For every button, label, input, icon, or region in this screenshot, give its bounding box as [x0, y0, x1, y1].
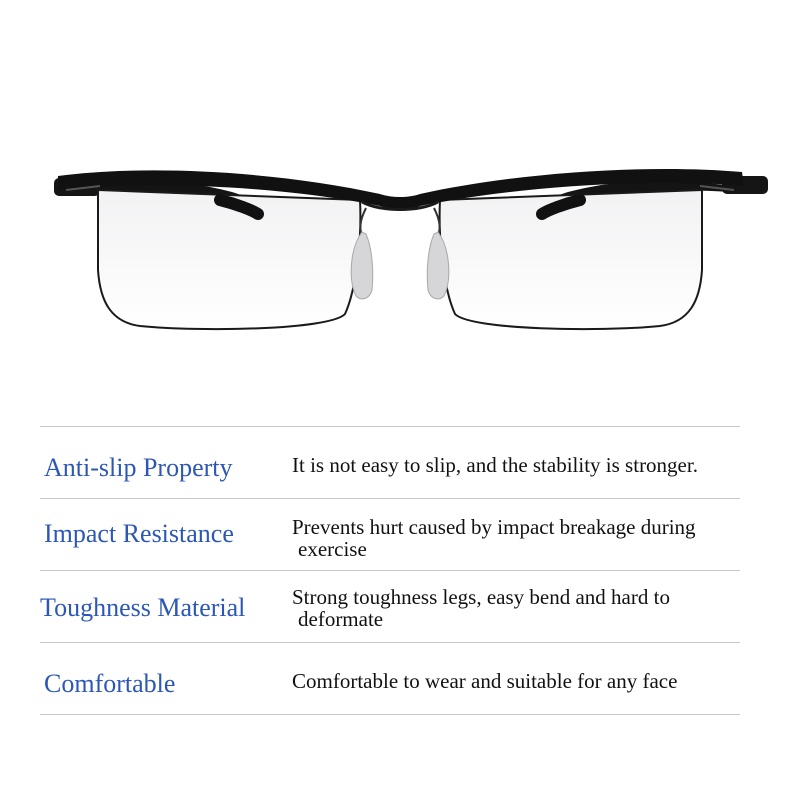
feature-list	[40, 426, 740, 715]
feature-title: Anti-slip Property	[44, 453, 233, 482]
right-lens	[440, 190, 702, 329]
feature-row-anti-slip	[40, 427, 740, 498]
divider	[40, 714, 740, 715]
feature-row-comfortable	[40, 643, 740, 714]
feature-description: Strong toughness legs, easy bend and hard to deformate	[292, 585, 670, 631]
feature-title: Toughness Material	[40, 593, 246, 622]
feature-description: Prevents hurt caused by impact breakage during exercise	[292, 515, 696, 561]
feature-row-impact-resistance	[40, 499, 740, 570]
feature-title: Impact Resistance	[44, 519, 234, 548]
left-lens	[98, 190, 360, 329]
feature-row-toughness-material	[40, 571, 740, 642]
feature-title: Comfortable	[44, 669, 176, 698]
feature-description: Comfortable to wear and suitable for any face	[292, 669, 678, 693]
feature-description: It is not easy to slip, and the stability is stronger.	[292, 453, 698, 477]
